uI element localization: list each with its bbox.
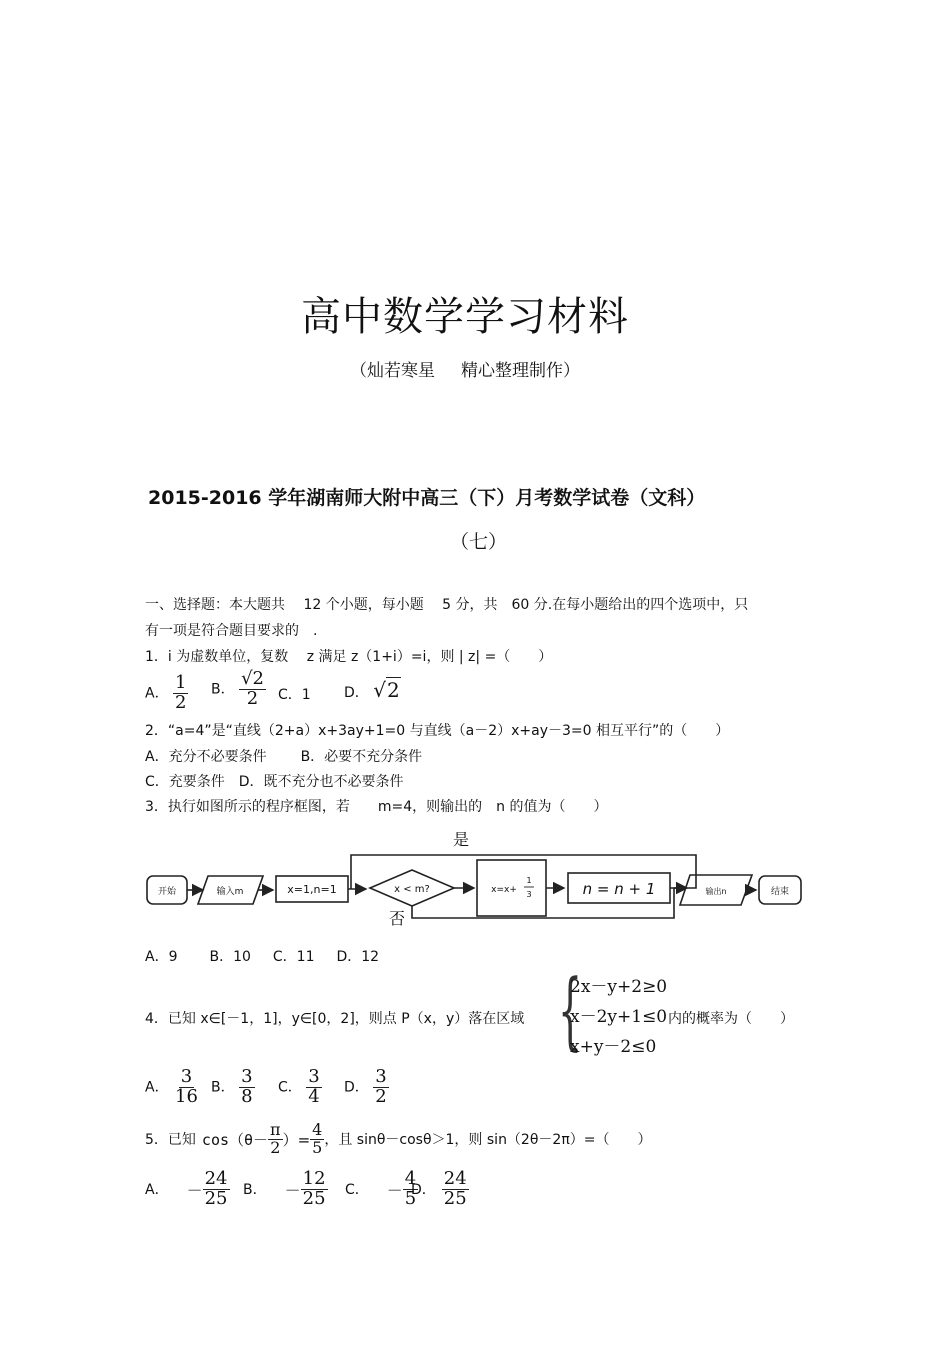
q4-brace: { <box>558 961 583 1059</box>
q4-d-denominator: 2 <box>375 1085 387 1107</box>
q4-c-denominator: 4 <box>308 1085 320 1107</box>
q1-option-a-fraction <box>173 674 188 713</box>
flow-cond-label: x < m? <box>394 884 430 895</box>
q5-option-a-sign: － <box>186 1180 203 1200</box>
q2-options-row2 <box>145 771 404 791</box>
q1-stem: 1．i 为虚数单位，复数 z 满足 z（1+i）=i，则 | z| =（ ） <box>145 649 553 665</box>
q2-option-a: A．充分不必要条件 <box>145 749 267 765</box>
q5-option-b-fraction <box>301 1167 328 1209</box>
flow-step-x-den: 3 <box>526 890 532 899</box>
subtitle-left: （灿若寒星 <box>350 361 435 381</box>
q4-ineq1: 2x－y+2≥0 <box>570 977 668 997</box>
q5-value-denominator: 5 <box>312 1137 323 1157</box>
q1-options <box>145 668 565 716</box>
q5-pi-denominator: 2 <box>270 1137 281 1157</box>
q5-option-d-label: D． <box>411 1182 436 1198</box>
flow-step-x-num: 1 <box>526 876 532 885</box>
q4-option-a-label: A． <box>145 1079 169 1096</box>
document-title: 高中数学学习材料 <box>301 294 629 340</box>
q1-b-numerator: √2 <box>241 668 264 689</box>
flow-no-label: 否 <box>388 909 406 928</box>
q4-option-c <box>278 1068 322 1107</box>
q1-d-radicand: 2 <box>386 678 400 702</box>
flow-output-label: 输出n <box>705 887 727 896</box>
q3-option-c: C．11 <box>272 949 315 965</box>
q5-stem-suffix: ，且 sinθ－cosθ＞1，则 sin（2θ－2π）=（ ） <box>324 1132 652 1148</box>
q5-option-c-label: C． <box>345 1182 369 1198</box>
q4-b-denominator: 8 <box>241 1085 253 1107</box>
flow-step-x-label: x=x+ <box>491 885 517 895</box>
section-intro-line1: 一、选择题：本大题共 12 个小题，每小题 5 分，共 60 分.在每小题给出的四个选项中，只 <box>145 597 749 613</box>
q1-b-denominator: 2 <box>246 687 259 709</box>
flow-step-n-label: n = n + 1 <box>582 880 656 898</box>
q4-option-d-label: D． <box>344 1079 369 1096</box>
q5-option-a-fraction <box>203 1167 230 1209</box>
subtitle-right: 精心整理制作） <box>461 361 580 381</box>
q5-b-numerator: 12 <box>302 1167 326 1189</box>
flow-init-label: x=1,n=1 <box>287 883 337 896</box>
q1-option-b <box>211 670 266 709</box>
q4-option-c-fraction <box>306 1068 321 1107</box>
q5-option-a <box>145 1166 230 1212</box>
q1-a-denominator: 2 <box>175 691 187 713</box>
q5-b-denominator: 25 <box>302 1187 326 1209</box>
q5-a-denominator: 25 <box>204 1187 228 1209</box>
q5-stem <box>145 1116 651 1162</box>
q4-a-numerator: 3 <box>180 1066 193 1087</box>
q5-cos-expression: cos（θ－ <box>201 1130 269 1149</box>
q1-option-b-fraction <box>239 670 266 709</box>
exam-title-line2: （七） <box>450 531 508 553</box>
q4-b-numerator: 3 <box>241 1066 253 1087</box>
q1-a-numerator: 1 <box>175 672 187 693</box>
q4-option-b-label: B． <box>211 1079 235 1096</box>
q2-option-d: D．既不充分也不必要条件 <box>238 774 404 790</box>
q5-d-denominator: 25 <box>443 1187 467 1209</box>
q5-c-denominator: 5 <box>404 1187 417 1209</box>
q4-inequality-system <box>558 961 670 1059</box>
q5-equals: ）= <box>282 1130 311 1149</box>
q4-option-a <box>145 1068 200 1107</box>
q5-c-numerator: 4 <box>404 1167 417 1189</box>
flow-input-label: 输入m <box>216 887 244 897</box>
q4-option-d-fraction <box>373 1068 388 1107</box>
q5-value-numerator: 4 <box>312 1119 323 1139</box>
q5-option-b-sign: － <box>284 1180 301 1200</box>
q3-option-a: A．9 <box>145 949 178 965</box>
q5-option-a-label: A． <box>145 1182 169 1198</box>
q5-option-c <box>345 1166 418 1212</box>
q3-option-d: D．12 <box>336 949 380 965</box>
q4-option-a-fraction <box>173 1068 200 1107</box>
q3-stem: 3．执行如图所示的程序框图，若 m=4，则输出的 n 的值为（ ） <box>145 799 608 815</box>
q5-pi-numerator: π <box>270 1119 281 1139</box>
q4-stem-left: 4．已知 x∈[－1，1]，y∈[0，2]，则点 P（x，y）落在区域 <box>145 1011 525 1027</box>
q5-options <box>145 1166 565 1214</box>
q5-value-fraction <box>310 1119 324 1157</box>
q5-pi-fraction <box>268 1119 283 1157</box>
q1-option-d-label: D． <box>344 685 369 701</box>
q5-option-d <box>411 1166 469 1212</box>
q2-options-row1 <box>145 746 422 766</box>
q3-options <box>145 946 379 966</box>
q1-option-b-label: B． <box>211 681 235 698</box>
q1-option-a <box>145 674 188 713</box>
q3-option-b: B．10 <box>209 949 251 965</box>
q4-stem-right: 内的概率为（ ） <box>668 1011 794 1027</box>
q4-option-d <box>344 1068 389 1107</box>
q5-a-numerator: 24 <box>204 1167 228 1189</box>
q4-options <box>145 1068 565 1114</box>
q4-ineq2: x－2y+1≤0 <box>570 1007 668 1027</box>
q1-option-c: C．1 <box>278 687 311 703</box>
q4-option-c-label: C． <box>278 1079 302 1096</box>
q5-d-numerator: 24 <box>443 1167 467 1189</box>
q4-c-numerator: 3 <box>308 1066 320 1087</box>
q2-option-c: C．充要条件 <box>145 774 225 790</box>
document-subtitle <box>0 356 930 381</box>
exam-title: 2015-2016 学年湖南师大附中高三（下）月考数学试卷（文科） <box>148 487 706 509</box>
q5-option-c-sign: － <box>386 1180 403 1200</box>
q4-d-numerator: 3 <box>375 1066 387 1087</box>
q5-option-b-label: B． <box>243 1182 267 1198</box>
q5-option-d-fraction <box>442 1167 469 1209</box>
q4-a-denominator: 16 <box>175 1085 198 1107</box>
section-intro-line2: 有一项是符合题目要求的 . <box>145 623 318 639</box>
flow-end-label: 结束 <box>770 887 790 897</box>
q3-flowchart <box>140 826 810 930</box>
q1-option-d <box>344 678 401 702</box>
q5-stem-prefix: 5．已知 <box>145 1132 196 1148</box>
q1-option-a-label: A． <box>145 685 169 702</box>
q4-ineq3: x+y－2≤0 <box>570 1037 657 1057</box>
q2-option-b: B．必要不充分条件 <box>300 749 423 765</box>
flow-start-label: 开始 <box>157 887 177 897</box>
q4-option-b <box>211 1068 255 1107</box>
q5-option-b <box>243 1166 328 1212</box>
q4-option-b-fraction <box>239 1068 254 1107</box>
flow-yes-label: 是 <box>452 830 470 849</box>
q2-stem: 2．“a=4”是“直线（2+a）x+3ay+1=0 与直线（a－2）x+ay－3=0 相互平行”的（ ） <box>145 723 730 739</box>
q1-option-d-sqrt: √2 <box>373 678 400 702</box>
